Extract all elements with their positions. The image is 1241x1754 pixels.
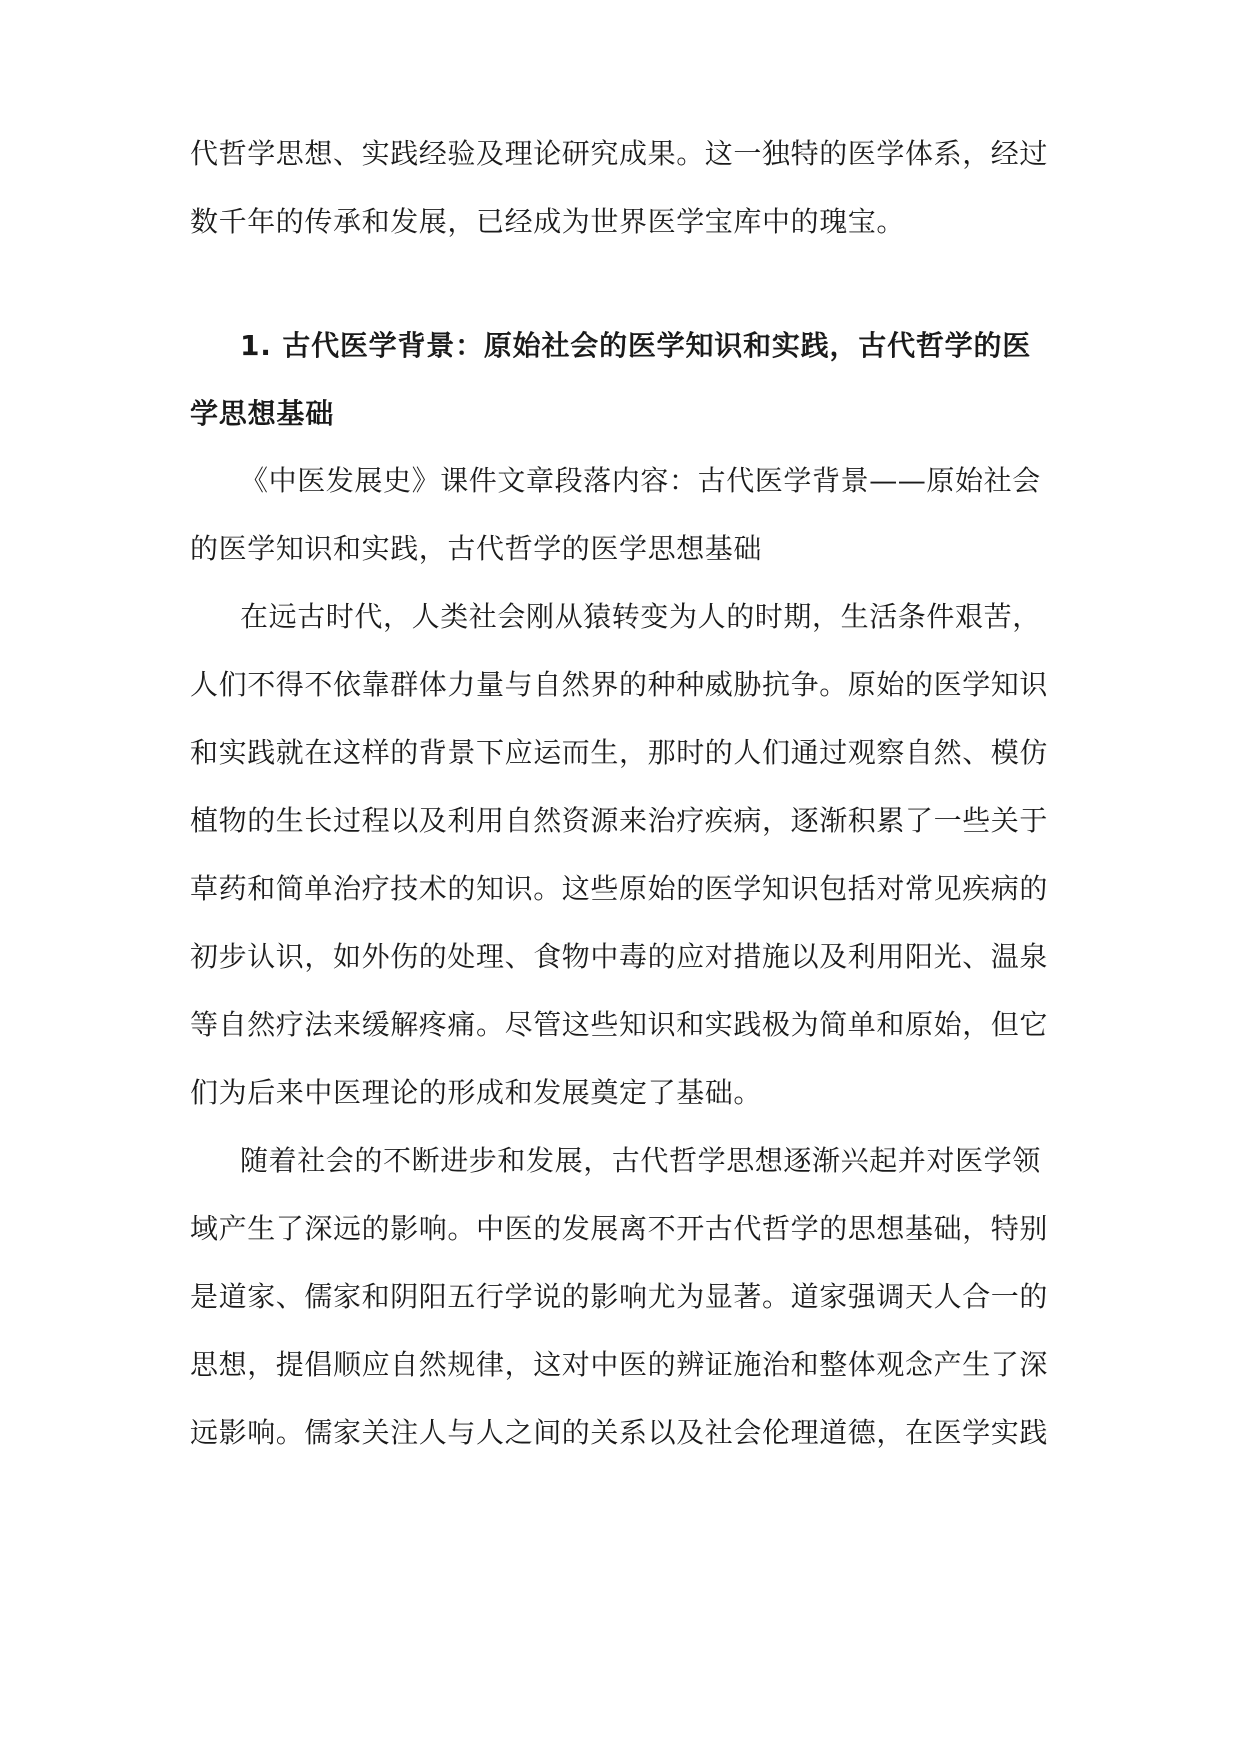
paragraph-line: 《中医发展史》课件文章段落内容：古代医学背景——原始社会: [240, 464, 1041, 497]
paragraph-line: 是道家、儒家和阴阳五行学说的影响尤为显著。道家强调天人合一的: [190, 1280, 1049, 1313]
heading-line: 1. 古代医学背景：原始社会的医学知识和实践，古代哲学的医: [240, 329, 1032, 362]
paragraph-line: 的医学知识和实践，古代哲学的医学思想基础: [190, 532, 763, 565]
paragraph-line: 远影响。儒家关注人与人之间的关系以及社会伦理道德，在医学实践: [190, 1416, 1049, 1449]
paragraph-line: 草药和简单治疗技术的知识。这些原始的医学知识包括对常见疾病的: [190, 872, 1049, 905]
paragraph-line: 随着社会的不断进步和发展，古代哲学思想逐渐兴起并对医学领: [240, 1144, 1041, 1177]
paragraph-line: 等自然疗法来缓解疼痛。尽管这些知识和实践极为简单和原始，但它: [190, 1008, 1049, 1041]
paragraph-line: 在远古时代，人类社会刚从猿转变为人的时期，生活条件艰苦，: [240, 600, 1041, 633]
paragraph-line: 域产生了深远的影响。中医的发展离不开古代哲学的思想基础，特别: [190, 1212, 1049, 1245]
paragraph-line: 初步认识，如外伤的处理、食物中毒的应对措施以及利用阳光、温泉: [190, 940, 1049, 973]
heading-line: 学思想基础: [190, 397, 335, 430]
paragraph-line: 们为后来中医理论的形成和发展奠定了基础。: [190, 1076, 763, 1109]
paragraph-line: 人们不得不依靠群体力量与自然界的种种威胁抗争。原始的医学知识: [190, 668, 1049, 701]
paragraph-line: 数千年的传承和发展，已经成为世界医学宝库中的瑰宝。: [190, 205, 906, 238]
paragraph-line: 植物的生长过程以及利用自然资源来治疗疾病，逐渐积累了一些关于: [190, 804, 1049, 837]
paragraph-line: 和实践就在这样的背景下应运而生，那时的人们通过观察自然、模仿: [190, 736, 1049, 769]
paragraph-line: 思想，提倡顺应自然规律，这对中医的辨证施治和整体观念产生了深: [190, 1348, 1049, 1381]
paragraph-line: 代哲学思想、实践经验及理论研究成果。这一独特的医学体系，经过: [190, 137, 1049, 170]
